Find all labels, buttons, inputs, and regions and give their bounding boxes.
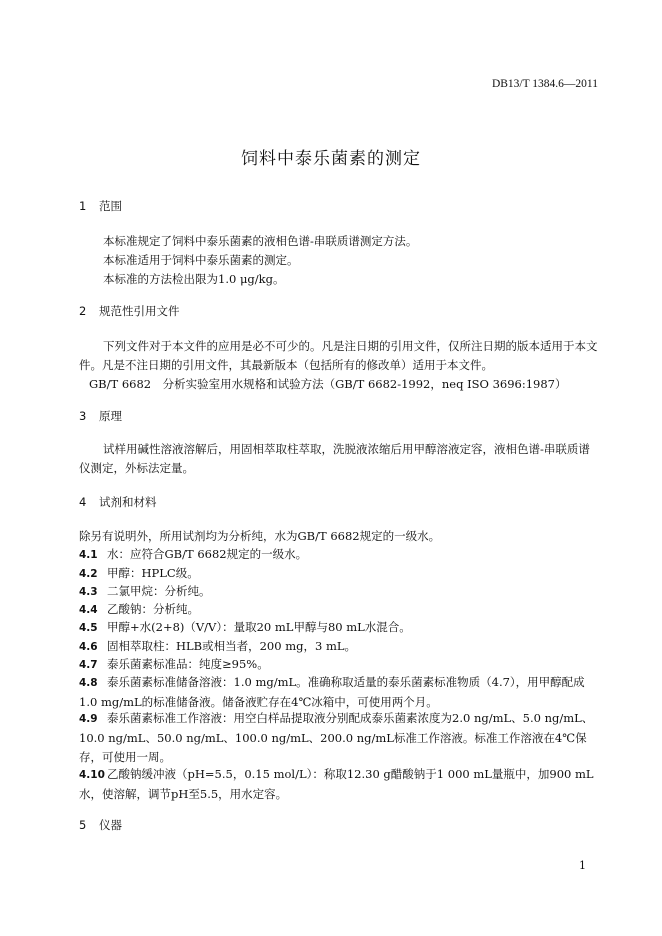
item-number: 4.4 [79, 604, 98, 616]
item-text: 泰乐菌素标准储备溶液：1.0 mg/mL。准确称取适量的泰乐菌素标准物质（4.7），用甲醇配成1.0 mg/mL的标准储备液。储备液贮存在4℃冰箱中，可使用两个月。 [79, 675, 585, 709]
item-number: 4.3 [79, 586, 98, 598]
item-number: 4.8 [79, 677, 98, 689]
item-text: 甲醇：HPLC级。 [107, 566, 199, 580]
principle-paragraph: 试样用碱性溶液溶解后，用固相萃取柱萃取，洗脱液浓缩后用甲醇溶液定容，液相色谱-串联质谱仪测定，外标法定量。 [79, 442, 590, 475]
reagent-item [79, 564, 599, 584]
references-paragraph-1: 下列文件对于本文件的应用是必不可少的。凡是注日期的引用文件，仅所注日期的版本适用于本文件。凡是不注日期的引用文件，其最新版本（包括所有的修改单）适用于本文件。 [79, 339, 598, 372]
section-title: 范围 [99, 199, 122, 213]
section-heading-references [79, 303, 180, 319]
section-number: 3 [79, 409, 87, 423]
item-text: 固相萃取柱：HLB或相当者，200 mg，3 mL。 [107, 639, 357, 653]
section-heading-reagents [79, 494, 157, 510]
reagent-item [79, 618, 599, 638]
section-heading-instruments [79, 817, 122, 833]
section-title: 仪器 [99, 818, 122, 832]
item-text: 泰乐菌素标准工作溶液：用空白样品提取液分别配成泰乐菌素浓度为2.0 ng/mL、5.0 ng/mL、10.0 ng/mL、50.0 ng/mL、100.0 ng/mL、200.0 ng/mL标准工作溶液。标准工作溶液在4℃保存，可使用一周。 [79, 711, 594, 764]
item-text: 泰乐菌素标准品：纯度≥95%。 [107, 657, 269, 671]
page-title: 饲料中泰乐菌素的测定 [241, 149, 421, 169]
reagent-item [79, 582, 599, 602]
item-number: 4.6 [79, 641, 98, 653]
section-number: 5 [79, 818, 87, 832]
scope-paragraph-1: 本标准规定了饲料中泰乐菌素的液相色谱-串联质谱测定方法。 [103, 234, 418, 248]
reagent-item [79, 673, 599, 712]
item-number: 4.2 [79, 568, 98, 580]
reagents-intro: 除另有说明外，所用试剂均为分析纯，水为GB/T 6682规定的一级水。 [79, 529, 441, 543]
reagent-item [79, 637, 599, 657]
item-text: 水：应符合GB/T 6682规定的一级水。 [107, 547, 308, 561]
page-number: 1 [579, 859, 586, 872]
item-text: 乙酸钠：分析纯。 [107, 602, 199, 616]
reagent-item [79, 600, 599, 620]
reagent-item [79, 655, 599, 675]
item-text: 乙酸钠缓冲液（pH=5.5，0.15 mol/L）：称取12.30 g醋酸钠于1 000 mL量瓶中，加900 mL水，使溶解，调节pH至5.5，用水定容。 [79, 767, 594, 801]
reagent-item [79, 545, 599, 565]
section-title: 规范性引用文件 [99, 304, 180, 318]
item-number: 4.1 [79, 549, 98, 561]
section-title: 原理 [99, 409, 122, 423]
document-code: DB13/T 1384.6—2011 [491, 78, 598, 90]
section-number: 1 [79, 199, 87, 213]
item-number: 4.9 [79, 713, 98, 725]
item-number: 4.10 [79, 769, 105, 781]
item-number: 4.7 [79, 659, 98, 671]
item-number: 4.5 [79, 622, 98, 634]
section-number: 2 [79, 304, 87, 318]
section-number: 4 [79, 495, 87, 509]
section-heading-scope [79, 198, 122, 214]
item-text: 二氯甲烷：分析纯。 [107, 584, 211, 598]
item-text: 甲醇+水(2+8)（V/V）：量取20 mL甲醇与80 mL水混合。 [107, 620, 411, 634]
reagent-item [79, 765, 599, 804]
references-paragraph-2: GB/T 6682 分析实验室用水规格和试验方法（GB/T 6682-1992，neq ISO 3696:1987） [89, 377, 567, 391]
section-heading-principle [79, 408, 122, 424]
scope-paragraph-3: 本标准的方法检出限为1.0 μg/kg。 [103, 272, 285, 286]
section-title: 试剂和材料 [99, 495, 157, 509]
scope-paragraph-2: 本标准适用于饲料中泰乐菌素的测定。 [103, 253, 299, 267]
reagent-item [79, 709, 599, 767]
